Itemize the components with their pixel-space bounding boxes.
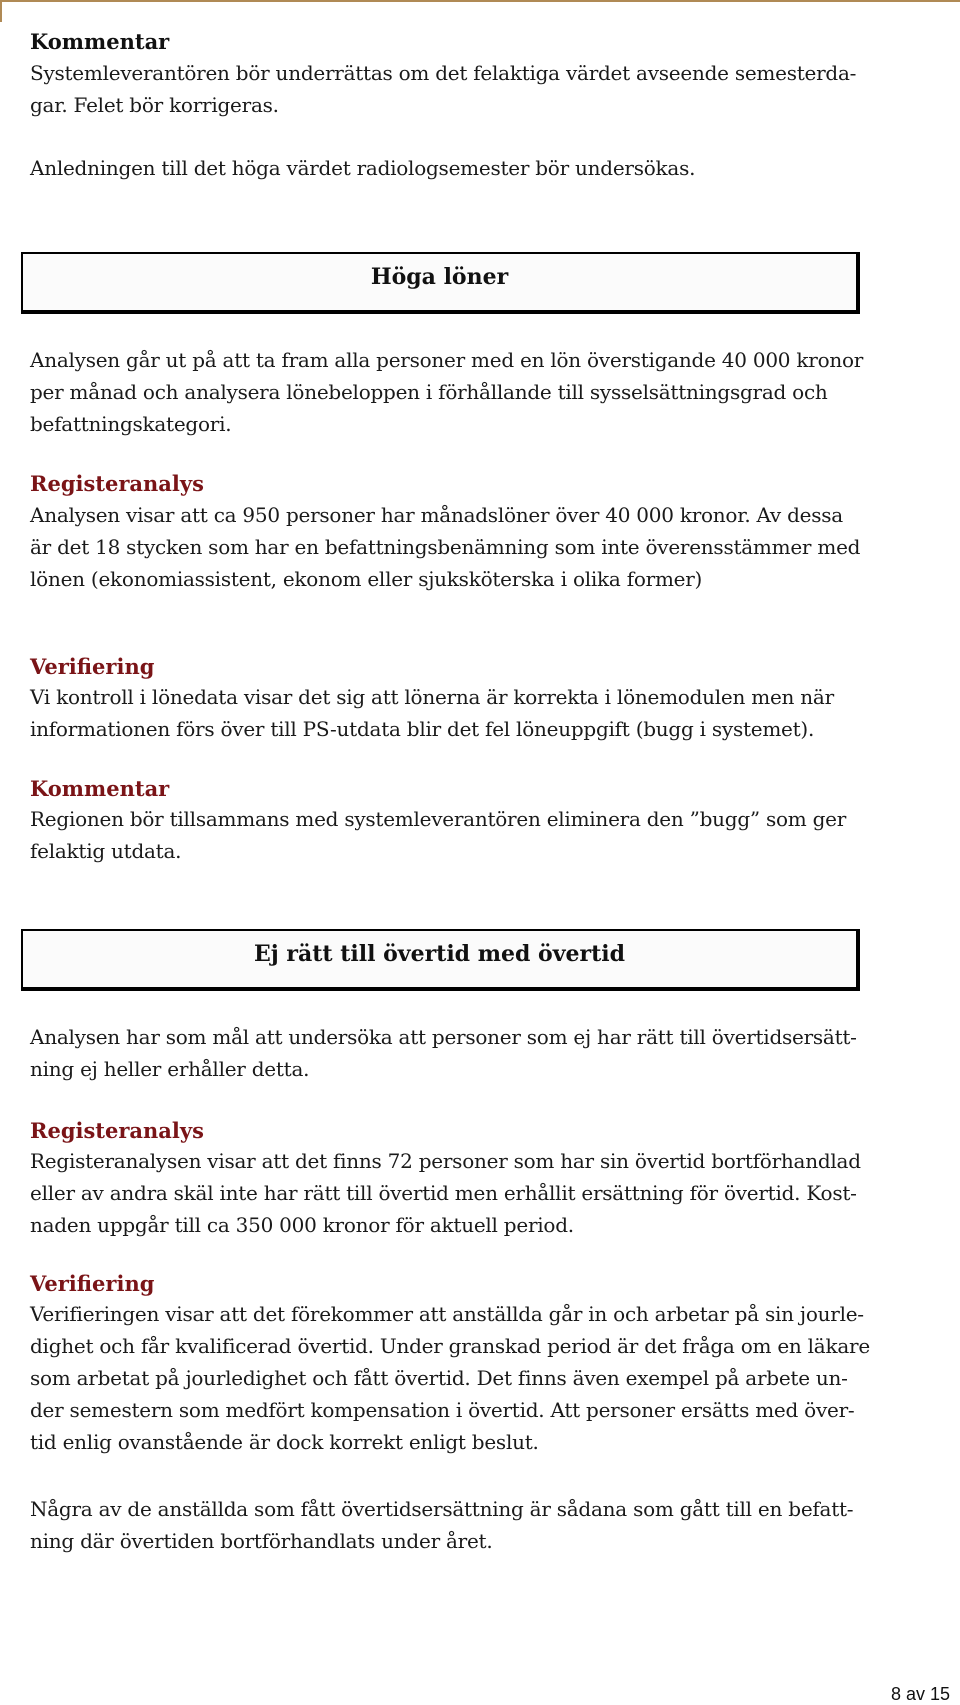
kommentar-heading-2: Kommentar (30, 776, 170, 801)
closing-text (30, 1493, 853, 1557)
registeranalys-text-1 (30, 499, 860, 595)
text-line: som arbetat på jourledighet och fått övertid. Det finns även exempel på arbete un- (30, 1366, 848, 1390)
text-line: Registeranalysen visar att det finns 72 personer som har sin övertid bortförhandlad (30, 1149, 861, 1173)
text-line: befattningskategori. (30, 412, 232, 436)
section-title-hoga-loner: Höga löner (370, 264, 509, 290)
section2-intro (30, 1021, 857, 1085)
text-line: ning ej heller erhåller detta. (30, 1057, 310, 1081)
verifiering-heading-1: Verifiering (30, 654, 155, 679)
text-line: der semestern som medfört kompensation i övertid. Att personer ersätts med över- (30, 1398, 855, 1422)
verifiering-text-2 (30, 1298, 870, 1458)
text-line: Analysen går ut på att ta fram alla personer med en lön överstigande 40 000 kronor (30, 348, 864, 372)
section1-intro (30, 344, 863, 440)
kommentar-text-1 (30, 57, 856, 121)
text-line: dighet och får kvalificerad övertid. Under granskad period är det fråga om en läkare (30, 1334, 870, 1358)
text-line: per månad och analysera lönebeloppen i förhållande till sysselsättningsgrad och (30, 380, 828, 404)
section-title-box-overtid (21, 929, 860, 991)
radiolog-note: Anledningen till det höga värdet radiologsemester bör undersökas. (30, 156, 696, 180)
text-line: Regionen bör tillsammans med systemleverantören eliminera den ”bugg” som ger (30, 807, 847, 831)
section-title-box-hoga-loner (21, 252, 860, 314)
text-line: eller av andra skäl inte har rätt till övertid men erhållit ersättning för övertid. Kost- (30, 1181, 857, 1205)
text-line: ning där övertiden bortförhandlats under året. (30, 1529, 493, 1553)
text-line: Analysen har som mål att undersöka att personer som ej har rätt till övertidsersätt- (30, 1025, 857, 1049)
page-border-corner (0, 0, 960, 22)
page-number: 8 av 15 (890, 1684, 950, 1704)
text-line: informationen förs över till PS-utdata blir det fel löneuppgift (bugg i systemet). (30, 717, 815, 741)
registeranalys-heading-2: Registeranalys (30, 1118, 204, 1143)
text-line: Några av de anställda som fått övertidsersättning är sådana som gått till en befatt- (30, 1497, 854, 1521)
text-line: gar. Felet bör korrigeras. (30, 93, 279, 117)
text-line: Systemleverantören bör underrättas om det felaktiga värdet avseende semesterda- (30, 61, 857, 85)
text-line: Analysen visar att ca 950 personer har månadslöner över 40 000 kronor. Av dessa (30, 503, 843, 527)
text-line: tid enlig ovanstående är dock korrekt enligt beslut. (30, 1430, 539, 1454)
section-title-overtid: Ej rätt till övertid med övertid (254, 941, 625, 967)
registeranalys-heading-1: Registeranalys (30, 471, 204, 496)
text-line: naden uppgår till ca 350 000 kronor för aktuell period. (30, 1213, 574, 1237)
text-line: lönen (ekonomiassistent, ekonom eller sjuksköterska i olika former) (30, 567, 703, 591)
text-line: felaktig utdata. (30, 839, 182, 863)
kommentar-text-2 (30, 803, 846, 867)
verifiering-heading-2: Verifiering (30, 1271, 155, 1296)
registeranalys-text-2 (30, 1145, 861, 1241)
kommentar-heading-1: Kommentar (30, 29, 170, 54)
text-line: Verifieringen visar att det förekommer att anställda går in och arbetar på sin jourle- (30, 1302, 864, 1326)
verifiering-text-1 (30, 681, 834, 745)
text-line: är det 18 stycken som har en befattningsbenämning som inte överensstämmer med (30, 535, 861, 559)
text-line: Vi kontroll i lönedata visar det sig att lönerna är korrekta i lönemodulen men när (30, 685, 834, 709)
